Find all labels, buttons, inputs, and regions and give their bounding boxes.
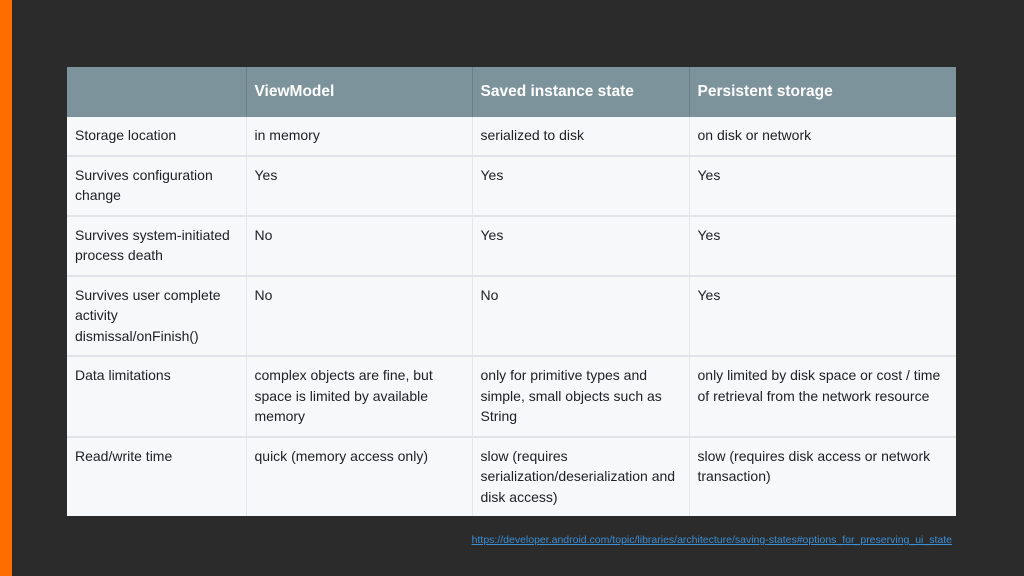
row-label: Survives user complete activity dismissal/onFinish() [67,276,246,357]
table-cell: serialized to disk [472,117,689,156]
row-label: Storage location [67,117,246,156]
table-row [67,156,956,216]
header-cell-saved-instance-state: Saved instance state [472,67,689,117]
table-cell: in memory [246,117,472,156]
table-row [67,117,956,156]
table-cell: Yes [472,216,689,276]
table-header [67,67,956,117]
comparison-table-container [67,67,956,516]
table-cell: Yes [246,156,472,216]
header-cell-viewmodel: ViewModel [246,67,472,117]
table-cell: only limited by disk space or cost / time of retrieval from the network resource [689,356,956,437]
table-cell: Yes [689,156,956,216]
table-cell: No [472,276,689,357]
table-cell: Yes [689,276,956,357]
table-row [67,216,956,276]
header-cell-persistent-storage: Persistent storage [689,67,956,117]
table-cell: slow (requires disk access or network transaction) [689,437,956,517]
row-label: Data limitations [67,356,246,437]
row-label: Survives system-initiated process death [67,216,246,276]
table-cell: only for primitive types and simple, small objects such as String [472,356,689,437]
table-row [67,437,956,517]
comparison-table [67,67,956,516]
row-label: Survives configuration change [67,156,246,216]
table-cell: No [246,216,472,276]
header-row [67,67,956,117]
accent-bar [0,0,12,576]
source-link[interactable]: https://developer.android.com/topic/libraries/architecture/saving-states#options_for_preserving_ui_state [471,534,952,546]
table-cell: Yes [472,156,689,216]
row-label: Read/write time [67,437,246,517]
table-cell: quick (memory access only) [246,437,472,517]
table-body [67,117,956,516]
table-cell: Yes [689,216,956,276]
table-cell: on disk or network [697,127,812,143]
table-row [67,356,956,437]
table-cell: slow (requires serialization/deserialization and disk access) [472,437,689,517]
table-cell: No [246,276,472,357]
header-cell-empty [67,67,246,117]
table-row [67,276,956,357]
table-cell: complex objects are fine, but space is limited by available memory [246,356,472,437]
